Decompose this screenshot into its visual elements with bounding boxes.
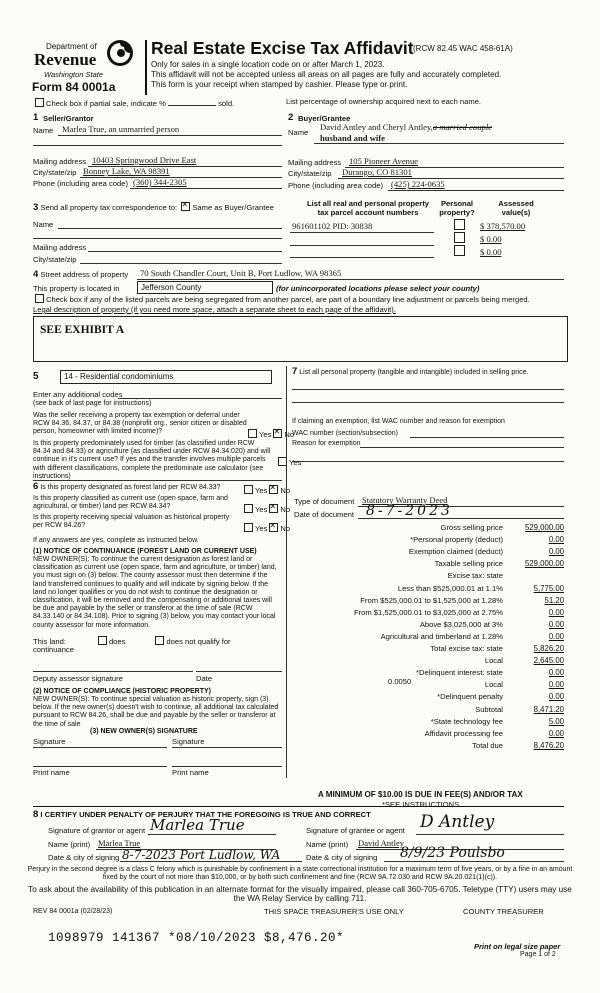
segregate-checkbox[interactable] (35, 294, 44, 303)
subtitle-line1: Only for sales in a single location code on or after March 1, 2023. (151, 60, 385, 69)
q2-yes-label: Yes (289, 458, 302, 467)
logo-dept-line3: Washington State (44, 70, 104, 79)
local-rate: 0.0050 (388, 677, 412, 686)
dor-swirl-icon (104, 38, 136, 68)
historic-no-checkbox[interactable] (269, 523, 278, 532)
street-value[interactable]: 70 South Chandler Court, Unit B, Port Ludlow, WA 98365 (140, 268, 342, 278)
minimum-due: A MINIMUM OF $10.00 IS DUE IN FEE(S) AND/OR TAX (318, 790, 523, 799)
tax-row-value[interactable]: 0.00 (548, 535, 564, 545)
current-use-no-checkbox[interactable] (269, 504, 278, 513)
seller-city-label: City/state/zip (33, 168, 77, 177)
street-line (137, 279, 564, 280)
seller-phone-value[interactable]: (360) 344-2305 (133, 177, 187, 187)
parcel-line-1 (290, 232, 434, 233)
buyer-name-line (314, 143, 564, 144)
seller-name-value[interactable]: Marlea True, an unmarried person (62, 124, 180, 134)
buyer-heading: Buyer/Grantee (298, 114, 351, 123)
tax-row-label: Above $3,025,000 at 3% (419, 619, 503, 629)
owner-sig-line-1 (33, 747, 167, 748)
tax-row-value[interactable]: 5,775.00 (533, 583, 564, 593)
property-no: 4 (33, 269, 39, 280)
reason-line2 (292, 461, 564, 462)
seller-phone-label: Phone (including area code) (33, 179, 128, 188)
grantor-name-label: Name (print) (48, 840, 91, 849)
grantor-date-label: Date & city of signing (48, 853, 120, 862)
buyer-name-label: Name (288, 128, 309, 137)
subtitle-line2: This affidavit will not be accepted unless all areas on all pages are fully and accurately completed. (151, 70, 502, 79)
tax-row-label: Excise tax: state (447, 571, 503, 581)
tax-row-value[interactable]: 2,645.00 (533, 656, 564, 666)
tax-row-label: Taxable selling price (434, 559, 503, 569)
section6-q3-answers: Yes✕ No (242, 523, 290, 533)
notice-compliance-title: (2) NOTICE OF COMPLIANCE (HISTORIC PROPERTY) (33, 688, 211, 695)
buyer-name-struck: a married couple (432, 122, 493, 132)
parcel-line-2 (290, 245, 434, 246)
tax-row-value[interactable]: 529,000.00 (524, 523, 564, 532)
section5-q2: Is this property predominately used for timber (as classified under RCW 84.34 and 84.33) or agriculture (as classified under RCW 84.34.020) and will continue in it's current use? If yes and the transfer involves multiple parcels with different classifications, complete the predominate use calculator (see instructions) (33, 440, 271, 480)
same-as-buyer-checkbox[interactable] (181, 202, 190, 211)
section7-line1 (292, 389, 564, 390)
street-row (33, 270, 128, 279)
county-value: Jefferson County (141, 283, 202, 292)
grantor-date-value[interactable]: 8-7-2023 Port Ludlow, WA (122, 848, 281, 862)
grantee-name-value[interactable]: David Antley (358, 838, 405, 848)
continuance-label: continuance (33, 645, 74, 654)
page-number: Page 1 of 2 (520, 951, 556, 958)
section5-no: 5 (33, 371, 39, 382)
notice-continuance-title: (1) NOTICE OF CONTINUANCE (FOREST LAND OR CURRENT USE) (33, 548, 257, 555)
corr-name-line (58, 228, 282, 229)
seller-mailing-value[interactable]: 10403 Springwood Drive East (92, 155, 197, 165)
see-instructions: *SEE INSTRUCTIONS (382, 800, 460, 809)
grantor-sig-line (148, 834, 276, 835)
tax-row-value[interactable]: 0.00 (548, 607, 564, 617)
doc-date-line (358, 518, 564, 519)
corr-city-label: City/state/zip (33, 255, 77, 264)
county-note: (for unincorporated locations please select your county) (276, 284, 480, 293)
tax-row-label: Subtotal (475, 704, 503, 714)
owner-print-label-2: Print name (172, 768, 209, 777)
subtitle-line3: This form is your receipt when stamped by cashier. Please type or print. (151, 80, 408, 89)
legal-label: Legal description of property (if you need more space, attach a separate sheet to each page of the affidavit). (33, 305, 396, 314)
grantee-date-value[interactable]: 8/9/23 Poulsbo (400, 845, 505, 861)
buyer-name-value[interactable]: David Antley and Cheryl Antley,a married couple (320, 122, 493, 132)
treasurer-use-label: THIS SPACE TREASURER'S USE ONLY (264, 907, 404, 916)
land-use-code-select[interactable] (60, 370, 272, 384)
grantor-sig-label: Signature of grantor or agent (48, 826, 146, 835)
partial-sale-checkbox[interactable] (35, 98, 44, 107)
buyer-heading-no: 2 (288, 112, 294, 123)
tax-row-label: Agricultural and timberland at 1.28% (380, 631, 503, 641)
q1-no-checkbox[interactable] (273, 429, 282, 438)
buyer-city-label: City/state/zip (288, 169, 332, 178)
segregate-label: Check box if any of the listed parcels are being segregated from another parcel, are part of a boundary line adjustment or parcels being merged. (46, 295, 530, 304)
buyer-phone-label: Phone (including area code) (288, 181, 383, 190)
page-title: Real Estate Excise Tax Affidavit (151, 38, 414, 58)
historic-yes-checkbox[interactable] (244, 523, 253, 532)
section6-note: If any answers are yes, complete as instructed below. (33, 537, 199, 544)
section6-q3: Is this property receiving special valuation as historical property per RCW 84.26? (33, 514, 230, 530)
county-treasurer-label: COUNTY TREASURER (463, 907, 544, 916)
grantee-date-line (384, 861, 564, 862)
tax-row-value[interactable]: 0.00 (548, 728, 564, 738)
tax-row-value[interactable]: 0.00 (548, 619, 564, 629)
section8-heading: 8 I CERTIFY UNDER PENALTY OF PERJURY THAT THE FOREGOING IS TRUE AND CORRECT (33, 809, 371, 820)
section6-q2-answers: Yes✕ No (242, 504, 290, 514)
owner-sig-label-2: Signature (172, 737, 205, 746)
segregate-row (33, 294, 530, 304)
tax-row-value[interactable]: 0.00 (548, 631, 564, 641)
tax-row-label: *Personal property (deduct) (410, 535, 503, 545)
notice-compliance-text: NEW OWNER(S): To continue special valuation as historic property, sign (3) below. If the new owner(s) doesn't wish to continue, all additional tax calculated pursuant to RCW 84.26, shall be due and payable by the seller or transferor at the time of sale (33, 696, 279, 728)
seller-name-line (58, 135, 282, 136)
sold-label: sold. (218, 99, 235, 108)
tax-row-label: *State technology fee (430, 716, 503, 726)
perjury-notice: Perjury in the second degree is a class C felony which is punishable by confinement in a state correctional institution for a maximum term of five years, or by a fine in an amount fixed by the court of not more than $10,000, or by both such confinement and fine (RCW 9A.72.030 and RCW 9A.20.021(1)(c)). (27, 866, 573, 882)
owner-print-line-1 (33, 766, 167, 767)
grantee-signature[interactable]: D Antley (420, 812, 495, 832)
tax-row-label: Total excise tax: state (430, 644, 503, 653)
wac-label: WAC number (section/subsection) (292, 430, 398, 437)
grantor-name-value[interactable]: Marlea True (98, 838, 141, 848)
notice-continuance-text: NEW OWNER(S): To continue the current designation as forest land or classification as current use (open space, farm and agriculture, or timber) land, you must sign on (3) below. The county assessor must then determine if the land transferred continues to qualify and will indicate by signing below. If the land no longer qualifies or you do not wish to continue the designation or classification, it will be removed and the compensating or additional taxes will be due and payable by the seller or transferor at the time of sale (RCW 84.33.140 or 84.34.108). Prior to signing (3) below, you may contact your local county assessor for more information. (33, 556, 277, 629)
this-land-row: This land: does does not qualify for (33, 637, 231, 646)
section7-text: 7 List all personal property (tangible and intangible) included in selling price. (292, 366, 529, 377)
assessed-value-1[interactable]: $ 378,570.00 (480, 221, 526, 231)
owner-print-line-2 (172, 766, 282, 767)
q1-no-label: No (284, 430, 295, 439)
reason-label: Reason for exemption (292, 440, 361, 447)
county-label: This property is located in (33, 284, 120, 293)
owner-print-label-1: Print name (33, 768, 70, 777)
street-label: Street address of property (40, 270, 129, 279)
section5-q1: Was the seller receiving a property tax exemption or deferral under RCW 84.36, 84.37, or 84.38 (nonprofit org., senior citizen or disabled person, homeowner with limited income)? (33, 412, 247, 436)
grantee-date-label: Date & city of signing (306, 853, 378, 862)
exemption-note: If claiming an exemption, list WAC number and reason for exemption (292, 418, 505, 425)
print-note: Print on legal size paper (474, 942, 561, 951)
tax-row-value[interactable]: 5.00 (548, 716, 564, 726)
land-use-code-value: 14 - Residential condominiums (64, 372, 174, 381)
addl-codes-line (118, 398, 282, 399)
alt-format-notice: To ask about the availability of this publication in an alternate format for the visually impaired, please call 360-705-6705. Teletype (TTY) users may use the WA Relay Service by calling 711. (28, 885, 572, 903)
form-number: Form 84 0001a (32, 80, 116, 94)
tax-row-label: Less than $525,000.01 at 1.1% (397, 583, 503, 593)
reason-line (360, 447, 564, 448)
legal-description-box[interactable] (33, 316, 568, 362)
buyer-phone-line (388, 190, 564, 191)
section6-divider (33, 480, 282, 481)
tax-row-value[interactable]: 0.00 (548, 680, 564, 690)
new-owner-sig-title: (3) NEW OWNER(S) SIGNATURE (90, 728, 198, 735)
q1-yes-label: Yes (259, 430, 272, 439)
tax-row-label: From $525,000.01 to $1,525,000 at 1.28% (360, 595, 503, 605)
tax-row-label: Total due (472, 740, 503, 750)
grantee-name-label: Name (print) (306, 840, 349, 849)
treasurer-stamp: 1098979 141367 *08/10/2023 $8,476.20* (48, 931, 345, 945)
buyer-mailing-label: Mailing address (288, 158, 342, 167)
does-checkbox[interactable] (98, 636, 107, 645)
ownership-note: List percentage of ownership acquired next to each name. (286, 97, 482, 106)
deputy-date-label: Date (196, 674, 213, 683)
section6-q1: 6 Is this property designated as forest land per RCW 84.33? (33, 481, 221, 492)
correspondence-no: 3 (33, 202, 39, 213)
doc-type-value[interactable]: Statutory Warranty Deed (362, 495, 448, 505)
seller-name-line2 (33, 145, 282, 146)
grantee-sig-line (416, 834, 564, 835)
parcel-col-header: List all real and personal property tax parcel account numbers (307, 199, 429, 217)
tax-row-value[interactable]: 5,826.20 (533, 644, 564, 653)
correspondence-text: Send all property tax correspondence to: (40, 203, 178, 212)
section5-q2-answers (276, 457, 301, 467)
assessed-value-3[interactable]: $ 0.00 (480, 247, 502, 257)
corr-mailing-line (88, 251, 282, 252)
deputy-sig-line (33, 671, 193, 672)
personal-property-checkbox-3[interactable] (454, 245, 465, 256)
logo-dept-line1: Department of (46, 42, 97, 51)
logo-dept-line2: Revenue (34, 50, 97, 69)
tax-row-label: Exemption claimed (deduct) (408, 547, 503, 557)
assessed-value-2[interactable]: $ 0.00 (480, 234, 502, 244)
buyer-mailing-value[interactable]: 105 Pioneer Avenue (349, 156, 419, 166)
addl-codes-label: Enter any additional codes (33, 390, 123, 399)
buyer-phone-value[interactable]: (425) 224-0635 (391, 179, 445, 189)
personal-property-checkbox-2[interactable] (454, 232, 465, 243)
tax-row-label: Affidavit processing fee (424, 728, 503, 738)
wac-line (410, 437, 564, 438)
grantor-date-line (120, 861, 302, 862)
personal-property-col-header: Personal property? (439, 199, 475, 217)
section6-q2: Is this property classified as current use (open space, farm and agricultural, or timber) land per RCW 84.34? (33, 495, 228, 511)
tax-row-label: From $1,525,000.01 to $3,025,000 at 2.75% (353, 607, 503, 617)
owner-sig-label-1: Signature (33, 737, 66, 746)
header-divider (145, 40, 147, 95)
revision-label: REV 84 0001a (02/28/23) (33, 908, 113, 915)
addl-codes-note: (see back of last page for instructions) (33, 400, 152, 407)
seller-name-label: Name (33, 126, 54, 135)
tax-row-label: *Delinquent penalty (437, 692, 503, 702)
deputy-date-line (196, 671, 282, 672)
grantor-signature[interactable]: Marlea True (150, 816, 245, 834)
seller-phone-line (130, 188, 282, 189)
tax-row-label: Local (484, 656, 503, 666)
tax-row-label: Local (484, 680, 503, 690)
county-select[interactable] (137, 281, 273, 294)
doc-date-value[interactable]: 8-7-2023 (366, 503, 453, 519)
tax-row-value[interactable]: 8,471.20 (533, 704, 564, 714)
tax-row-value[interactable]: 8,476.20 (533, 740, 564, 750)
does-not-checkbox[interactable] (155, 636, 164, 645)
same-as-buyer-label: Same as Buyer/Grantee (192, 203, 274, 212)
rcw-citation: (RCW 82.45 WAC 458-61A) (413, 44, 513, 53)
section6-q1-answers: Yes✕ No (242, 485, 290, 495)
seller-heading-no: 1 (33, 112, 39, 123)
corr-name-label: Name (33, 220, 54, 229)
q1-yes-checkbox[interactable] (248, 429, 257, 438)
buyer-city-value[interactable]: Durango, CO 81301 (342, 167, 412, 177)
parcel-number-1[interactable]: 961601102 PID: 30838 (292, 221, 373, 231)
legal-description-value: SEE EXHIBIT A (40, 324, 125, 336)
current-use-yes-checkbox[interactable] (244, 504, 253, 513)
partial-sale-label: Check box if partial sale, indicate % (46, 99, 166, 108)
owner-sig-line-2 (172, 747, 282, 748)
corr-mailing-label: Mailing address (33, 243, 87, 252)
forest-yes-checkbox[interactable] (244, 485, 253, 494)
seller-heading: Seller/Grantor (43, 114, 94, 123)
corr-city-line (80, 263, 282, 264)
tax-row-value[interactable]: 529,000.00 (524, 559, 564, 569)
tax-row-value[interactable]: 0.00 (548, 547, 564, 557)
seller-mailing-label: Mailing address (33, 157, 87, 166)
tax-row-label: Gross selling price (440, 523, 503, 532)
tax-row-value[interactable]: 0.00 (548, 692, 564, 702)
section8-top-rule (33, 806, 564, 807)
tax-row-label: *Delinquent interest: state (416, 668, 503, 678)
forest-no-checkbox[interactable] (269, 485, 278, 494)
deputy-sig-label: Deputy assessor signature (33, 674, 123, 683)
personal-property-checkbox-1[interactable] (454, 219, 465, 230)
assessed-value-col-header: Assessed value(s) (498, 199, 534, 217)
tax-row-value[interactable]: 0.00 (548, 668, 564, 678)
tax-row-value[interactable]: 51.20 (544, 595, 564, 605)
parcel-line-3 (290, 257, 434, 258)
seller-city-value[interactable]: Bonney Lake, WA 98391 (83, 166, 170, 176)
section7-line2 (292, 402, 564, 403)
grantee-sig-label: Signature of grantee or agent (306, 826, 405, 835)
corr-name-line2 (33, 238, 282, 239)
partial-sale-row (33, 98, 234, 108)
column-divider (286, 366, 287, 778)
correspondence-row (33, 202, 274, 212)
buyer-city-line (338, 178, 564, 179)
doc-date-label: Date of document (294, 510, 354, 519)
doc-type-label: Type of document (294, 497, 355, 506)
buyer-name-value2[interactable]: husband and wife (320, 133, 385, 143)
